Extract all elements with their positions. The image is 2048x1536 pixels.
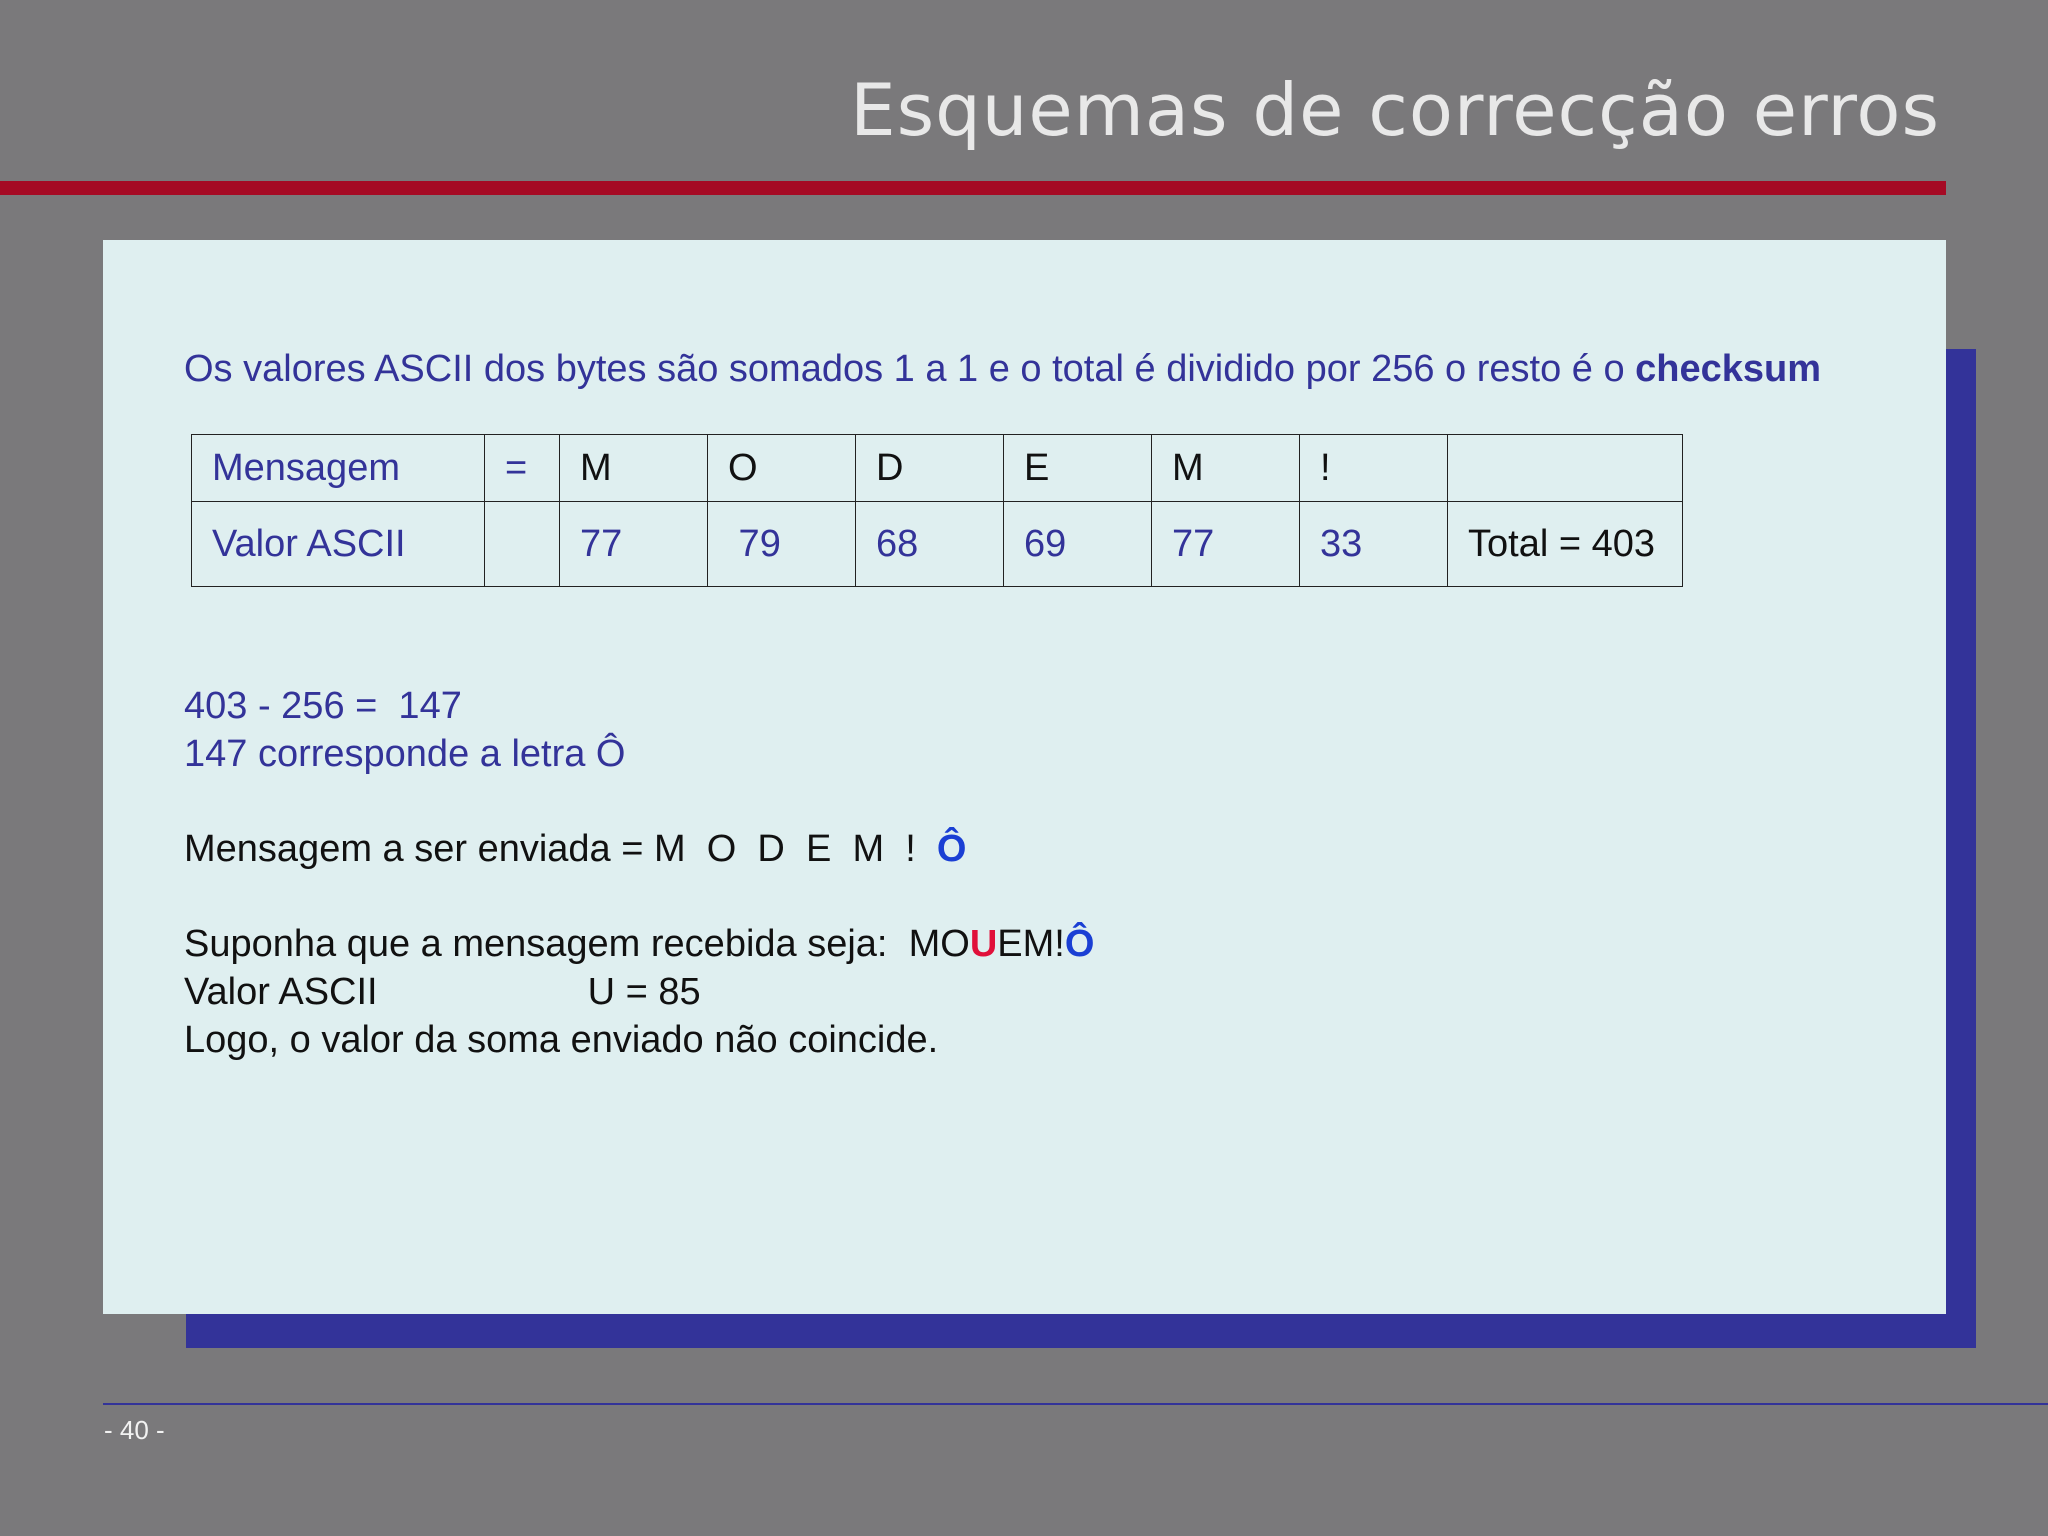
ascii-value-cell: 69 <box>1004 502 1152 587</box>
ascii-value-line <box>184 968 1094 1016</box>
slide-title: Esquemas de correcção erros <box>850 68 1940 152</box>
empty-total-cell <box>1448 435 1683 502</box>
message-char-cell: ! <box>1300 435 1448 502</box>
conclusion-line: Logo, o valor da soma enviado não coincide. <box>184 1019 939 1061</box>
message-char-cell: D <box>856 435 1004 502</box>
calculation-line: 403 - 256 = 147 <box>184 685 462 727</box>
ascii-value-cell: 68 <box>856 502 1004 587</box>
ascii-value-cell: 79 <box>708 502 856 587</box>
received-middle: EM! <box>997 923 1065 965</box>
intro-emphasis: checksum <box>1635 348 1822 390</box>
empty-eq-cell <box>485 502 560 587</box>
footer-divider <box>103 1403 2048 1405</box>
ascii-value-cell: 77 <box>560 502 708 587</box>
page-number: - 40 - <box>104 1415 165 1445</box>
message-char-cell: O <box>708 435 856 502</box>
sent-message-line <box>184 825 966 873</box>
ascii-value-cell: 77 <box>1152 502 1300 587</box>
message-char-cell: M <box>1152 435 1300 502</box>
ascii-table <box>191 434 1683 587</box>
ascii-label: Valor ASCII <box>184 971 378 1013</box>
ascii-value-cell: 33 <box>1300 502 1448 587</box>
ascii-value: U = 85 <box>587 971 701 1013</box>
message-char-cell: M <box>560 435 708 502</box>
intro-sentence: Os valores ASCII dos bytes são somados 1 a 1 e o total é dividido por 256 o resto é o <box>184 348 1636 390</box>
received-message-line <box>184 920 1094 968</box>
equals-cell: = <box>485 435 560 502</box>
sent-message-text: Mensagem a ser enviada = M O D E M ! <box>184 828 937 870</box>
content-panel <box>103 240 1946 1314</box>
row-label-message: Mensagem <box>192 435 485 502</box>
table-row-ascii <box>192 502 1683 587</box>
title-divider <box>0 181 1946 195</box>
received-block <box>184 920 1094 1064</box>
total-cell: Total = 403 <box>1448 502 1683 587</box>
table-row-message <box>192 435 1683 502</box>
received-prefix: Suponha que a mensagem recebida seja: MO <box>184 923 970 965</box>
intro-text <box>184 348 1821 391</box>
received-checksum-char: Ô <box>1064 923 1095 965</box>
calculation-line: 147 corresponde a letra Ô <box>184 733 626 775</box>
message-char-cell: E <box>1004 435 1152 502</box>
sent-checksum-char: Ô <box>936 828 967 870</box>
error-char: U <box>969 923 998 965</box>
calculation-block <box>184 682 626 778</box>
row-label-ascii: Valor ASCII <box>192 502 485 587</box>
